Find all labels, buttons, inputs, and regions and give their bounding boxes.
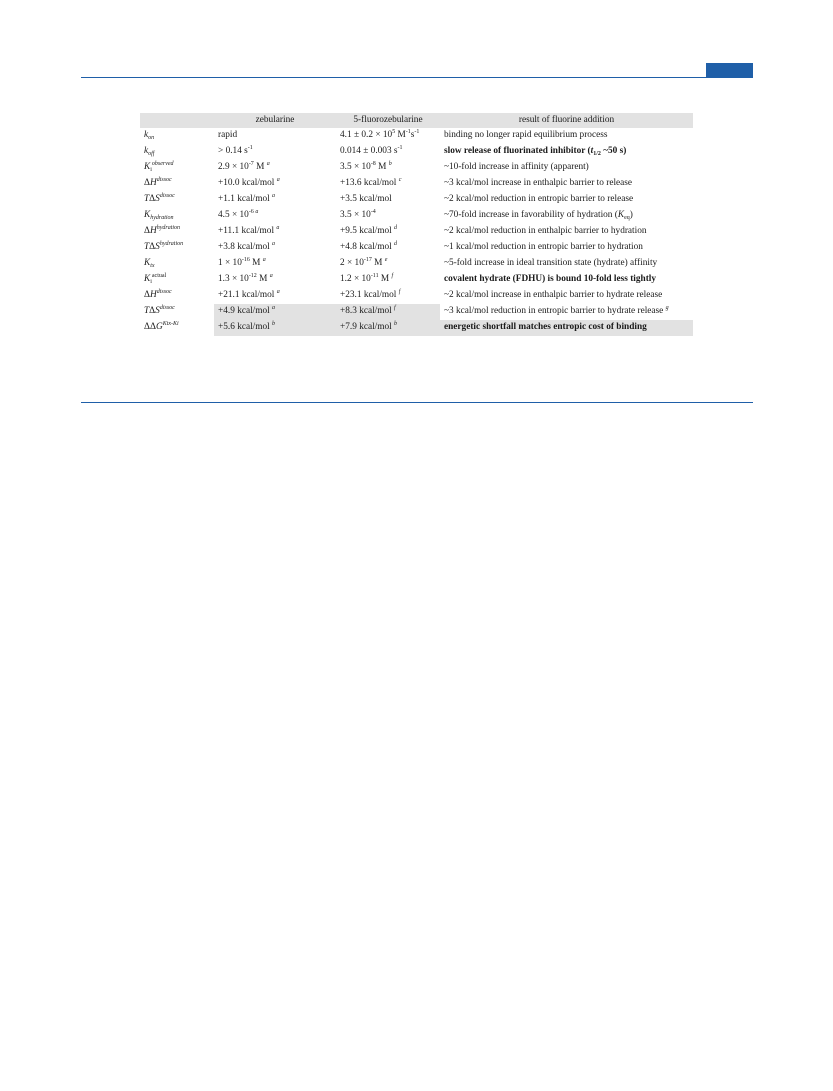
header-fluorozebularine: 5-fluorozebularine [336,113,440,128]
fluorozebularine-cell: $2 \times 10^{-17}$ M $^e$ [340,257,388,269]
result-cell: slow release of fluorinated inhibitor ($t_{1/2}$ ~50 s) [444,146,627,158]
param-cell: $T\Delta S^{dissoc}$ [144,305,175,317]
result-cell: ~70-fold increase in favorability of hydration $(K_{eq})$ [444,210,633,222]
table-row [140,176,693,192]
page-corner-tab [706,63,753,78]
table-row [140,320,693,336]
fluorozebularine-cell: $4.1 \pm 0.2 \times 10^5$ $M^{-1}s^{-1}$ [340,129,420,141]
result-cell: binding no longer rapid equilibrium process [444,130,608,141]
table-row [140,240,693,256]
result-cell: covalent hydrate (FDHU) is bound 10-fold less tightly [444,274,657,285]
fluorozebularine-cell: +4.8 kcal/mol $^d$ [340,241,398,253]
fluorozebularine-cell: +23.1 kcal/mol $^f$ [340,289,401,301]
header-result: result of fluorine addition [440,113,693,128]
table-row [140,144,693,160]
table-row [140,160,693,176]
result-cell: energetic shortfall matches entropic cost of binding [440,320,693,336]
result-cell: ~10-fold increase in affinity (apparent) [444,162,589,173]
header-zebularine: zebularine [214,113,336,128]
fluorozebularine-cell: +3.5 kcal/mol [340,194,392,205]
table-row [140,192,693,208]
fluorozebularine-cell: $1.2 \times 10^{-11}$ M $^f$ [340,273,394,285]
zebularine-cell: $1.3 \times 10^{-12}$ M $^a$ [218,273,273,285]
zebularine-cell: > 0.14 $s^{-1}$ [218,145,253,157]
zebularine-cell: $2.9 \times 10^{-7}$ M $^a$ [218,161,270,173]
param-cell: $\Delta\Delta G^{Ktx-Ki}$ [144,321,179,333]
fluorozebularine-cell: 0.014 ± 0.003 $s^{-1}$ [340,145,403,157]
result-cell: ~1 kcal/mol reduction in entropic barrier to hydration [444,242,643,253]
result-cell: ~3 kcal/mol increase in enthalpic barrier to release [444,178,633,189]
param-cell: $k_{on}$ [144,130,155,142]
fluorozebularine-cell: $3.5 \times 10^{-4}$ [340,209,376,221]
fluorine-effect-table [140,113,693,336]
zebularine-cell: +10.0 kcal/mol $^a$ [218,177,280,189]
result-cell: ~2 kcal/mol reduction in entropic barrier to release [444,194,634,205]
zebularine-cell: +5.6 kcal/mol $^b$ [214,320,336,336]
table-row [140,256,693,272]
param-cell: $K_{hydration}$ [144,210,174,222]
param-cell: $K_i^{observed}$ [144,161,174,174]
result-cell: ~5-fold increase in ideal transition state (hydrate) affinity [444,258,658,269]
param-cell: $K_i^{actual}$ [144,273,167,286]
param-cell: $K_{tx}$ [144,258,155,270]
zebularine-cell: +11.1 kcal/mol $^a$ [218,225,280,237]
result-cell: ~2 kcal/mol reduction in enthalpic barrier to hydration [444,226,647,237]
table-row [140,208,693,224]
header-rule [81,77,753,78]
param-cell: $\Delta H^{dissoc}$ [144,289,172,301]
table-row [140,304,693,320]
fluorozebularine-cell: +7.9 kcal/mol $^b$ [336,320,440,336]
table-header-row [140,113,693,128]
table-row [140,272,693,288]
header-param [140,113,214,128]
zebularine-cell: +3.8 kcal/mol $^a$ [218,241,276,253]
fluorozebularine-cell: $3.5 \times 10^{-8}$ M $^b$ [340,161,392,173]
zebularine-cell: rapid [218,130,238,141]
zebularine-cell: $4.5 \times 10^{-6 a}$ [218,209,259,221]
zebularine-cell: +4.9 kcal/mol $^a$ [214,304,336,320]
table-row [140,224,693,240]
param-cell: $\Delta H^{hydration}$ [144,225,181,237]
param-cell: $\Delta H^{dissoc}$ [144,177,172,189]
table-row [140,288,693,304]
fluorozebularine-cell: +13.6 kcal/mol $^c$ [340,177,402,189]
zebularine-cell: +21.1 kcal/mol $^a$ [218,289,280,301]
footer-rule [81,402,753,403]
zebularine-cell: +1.1 kcal/mol $^a$ [218,193,276,205]
result-cell: ~3 kcal/mol reduction in entropic barrier to hydrate release $^g$ [444,305,669,317]
fluorozebularine-cell: +9.5 kcal/mol $^d$ [340,225,398,237]
param-cell: $k_{off}$ [144,146,155,158]
fluorozebularine-cell: +8.3 kcal/mol $^f$ [336,304,440,320]
table-row [140,128,693,144]
param-cell: $T\Delta S^{dissoc}$ [144,193,175,205]
result-cell: ~2 kcal/mol increase in enthalpic barrier to hydrate release [444,290,663,301]
param-cell: $T\Delta S^{hydration}$ [144,241,184,253]
zebularine-cell: $1 \times 10^{-16}$ M $^a$ [218,257,266,269]
